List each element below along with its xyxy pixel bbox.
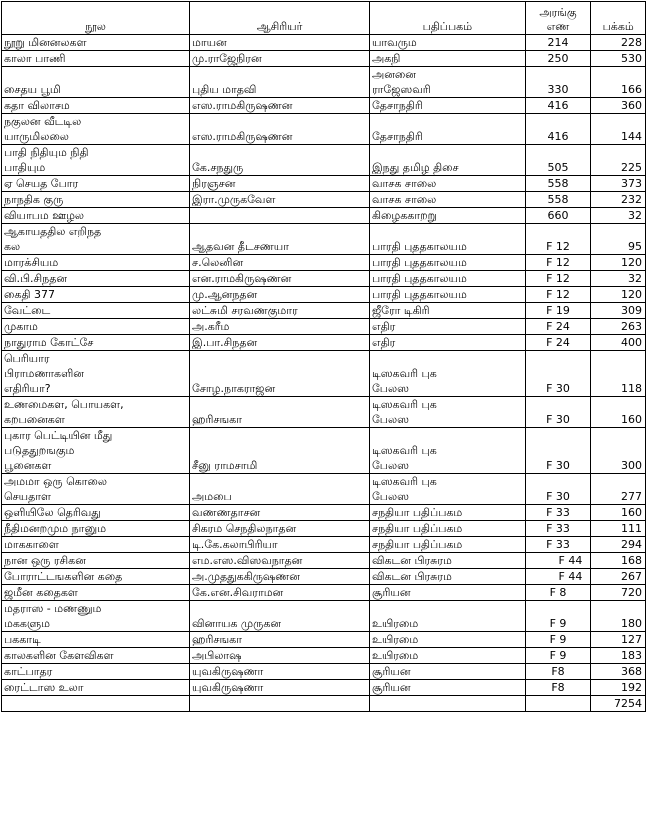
cell-pages: 228 — [591, 35, 646, 51]
table-row — [2, 35, 646, 51]
cell-publisher: டிஸகவரி புக பேலஸ — [369, 351, 525, 397]
cell-book: நகுலன வீடடில யாருமிலலை — [2, 114, 190, 145]
table-row — [2, 680, 646, 696]
cell-stall: F 33 — [525, 521, 591, 537]
cell-publisher: ஜீரோ டிகிரி — [369, 303, 525, 319]
cell-publisher: டிஸகவரி புக பேலஸ — [369, 428, 525, 474]
cell-publisher: சநதியா பதிப்பகம — [369, 505, 525, 521]
cell-pages: 120 — [591, 255, 646, 271]
cell-book: முகாம — [2, 319, 190, 335]
cell-book: சைதய பூமி — [2, 67, 190, 98]
cell-publisher: உயிரமை — [369, 648, 525, 664]
cell-book: கைதி 377 — [2, 287, 190, 303]
cell-pages: 263 — [591, 319, 646, 335]
table-row — [2, 176, 646, 192]
cell-pages: 118 — [591, 351, 646, 397]
cell-book: நூறு மினனலகள — [2, 35, 190, 51]
cell-author: எஸ.ராமகிருஷணன — [190, 98, 370, 114]
table-row — [2, 351, 646, 397]
cell-publisher: வாசக சாலை — [369, 192, 525, 208]
table-row — [2, 521, 646, 537]
cell-author: அ.கரீம — [190, 319, 370, 335]
cell-stall: F 30 — [525, 351, 591, 397]
cell-publisher: அகநி — [369, 51, 525, 67]
cell-publisher: தேசாநதிரி — [369, 114, 525, 145]
cell-author: யுவகிருஷணா — [190, 664, 370, 680]
cell-book: போராட்டஙகளின கதை — [2, 569, 190, 585]
cell-pages: 95 — [591, 224, 646, 255]
cell-book: நாநதிக குரு — [2, 192, 190, 208]
header-stall: அரங்கு எண — [525, 2, 591, 35]
cell-book: நான ஒரு ரசிகன — [2, 553, 190, 569]
cell-author: சோழ.நாகராஜன — [190, 351, 370, 397]
cell-stall: F 33 — [525, 537, 591, 553]
cell-publisher: பாரதி புததகாலயம — [369, 255, 525, 271]
cell-author: கே.சநதுரு — [190, 145, 370, 176]
cell-stall: F 44 — [525, 569, 591, 585]
cell-author: புதிய மாதவி — [190, 67, 370, 98]
cell-book: காலகளின கேளவிகள — [2, 648, 190, 664]
table-body — [2, 35, 646, 712]
cell-author: மாயன — [190, 35, 370, 51]
table-row — [2, 505, 646, 521]
cell-book: வேட்டை — [2, 303, 190, 319]
table-row — [2, 537, 646, 553]
cell-stall: 558 — [525, 192, 591, 208]
cell-author: மு.ராஜேநிரன — [190, 51, 370, 67]
cell-book: ஏ செயத போர — [2, 176, 190, 192]
cell-author: ஆதவன தீடசணயா — [190, 224, 370, 255]
table-row — [2, 664, 646, 680]
cell-author: என.ராமகிருஷணன — [190, 271, 370, 287]
cell-book: உணமைகள, பொயகள, கறபனைகள — [2, 397, 190, 428]
cell-stall: F 19 — [525, 303, 591, 319]
cell-stall: 660 — [525, 208, 591, 224]
cell-pages: 183 — [591, 648, 646, 664]
cell-stall: 416 — [525, 114, 591, 145]
cell-pages: 168 — [591, 553, 646, 569]
cell-book: பககாடி — [2, 632, 190, 648]
cell-pages: 160 — [591, 397, 646, 428]
cell-stall: F 44 — [525, 553, 591, 569]
cell-stall: F 24 — [525, 335, 591, 351]
cell-book: ஜமீன கதைகள — [2, 585, 190, 601]
empty-cell — [525, 696, 591, 712]
cell-publisher: இநது தமிழ திசை — [369, 145, 525, 176]
cell-book: ஆகாயததில எறிநத கல — [2, 224, 190, 255]
table-row — [2, 648, 646, 664]
cell-publisher: டிஸகவரி புக பேலஸ — [369, 397, 525, 428]
cell-pages: 192 — [591, 680, 646, 696]
cell-stall: F 8 — [525, 585, 591, 601]
header-author: ஆசிரியர் — [190, 2, 370, 35]
cell-pages: 225 — [591, 145, 646, 176]
cell-stall: F 12 — [525, 224, 591, 255]
total-pages: 7254 — [591, 696, 646, 712]
empty-cell — [369, 696, 525, 712]
cell-book: கதா விலாசம — [2, 98, 190, 114]
header-publisher: பதிப்பகம் — [369, 2, 525, 35]
cell-author — [190, 208, 370, 224]
table-row — [2, 224, 646, 255]
cell-author: ஹரிசஙகா — [190, 632, 370, 648]
cell-stall: F 30 — [525, 397, 591, 428]
cell-publisher: டிஸகவரி புக பேலஸ — [369, 474, 525, 505]
cell-publisher: கிழைககாறறு — [369, 208, 525, 224]
cell-book: காலா பாணி — [2, 51, 190, 67]
cell-publisher: பாரதி புததகாலயம — [369, 224, 525, 255]
cell-publisher: எதிர — [369, 319, 525, 335]
cell-pages: 720 — [591, 585, 646, 601]
cell-author: இரா.முருகவேள — [190, 192, 370, 208]
cell-pages: 267 — [591, 569, 646, 585]
cell-author: அ.முததுககிருஷணன — [190, 569, 370, 585]
table-row — [2, 397, 646, 428]
cell-book: புகார பெட்டியின மீது படுததுறஙகும பூனைகள — [2, 428, 190, 474]
cell-publisher: வாசக சாலை — [369, 176, 525, 192]
table-row — [2, 51, 646, 67]
cell-book: வியாபம ஊழல — [2, 208, 190, 224]
cell-publisher: அனனை ராஜேஸவரி — [369, 67, 525, 98]
cell-stall: F 12 — [525, 271, 591, 287]
cell-stall: 250 — [525, 51, 591, 67]
cell-book: ரைட்டாஸ உலா — [2, 680, 190, 696]
table-row — [2, 255, 646, 271]
table-row — [2, 114, 646, 145]
cell-publisher: சூரியன — [369, 585, 525, 601]
cell-stall: 330 — [525, 67, 591, 98]
cell-book: காட்பாதர — [2, 664, 190, 680]
cell-author: நிரஞசன — [190, 176, 370, 192]
table-row — [2, 208, 646, 224]
cell-stall: F 12 — [525, 255, 591, 271]
cell-pages: 277 — [591, 474, 646, 505]
table-row — [2, 98, 646, 114]
cell-publisher: எதிர — [369, 335, 525, 351]
cell-pages: 32 — [591, 271, 646, 287]
cell-publisher: பாரதி புததகாலயம — [369, 287, 525, 303]
cell-publisher: சநதியா பதிப்பகம — [369, 537, 525, 553]
cell-author: வணணதாசன — [190, 505, 370, 521]
cell-publisher: உயிரமை — [369, 632, 525, 648]
table-row — [2, 632, 646, 648]
cell-stall: 214 — [525, 35, 591, 51]
cell-pages: 120 — [591, 287, 646, 303]
cell-author: சிகரம செநதிலநாதன — [190, 521, 370, 537]
cell-pages: 530 — [591, 51, 646, 67]
table-row — [2, 569, 646, 585]
table-row — [2, 303, 646, 319]
cell-author: ச.லெனின — [190, 255, 370, 271]
cell-publisher: விகடன பிரசுரம — [369, 553, 525, 569]
cell-book: மாககாளை — [2, 537, 190, 553]
cell-stall: F8 — [525, 664, 591, 680]
cell-stall: F 30 — [525, 428, 591, 474]
cell-stall: F 9 — [525, 632, 591, 648]
cell-author: எம.எஸ.விஸவநாதன — [190, 553, 370, 569]
cell-stall: F 24 — [525, 319, 591, 335]
cell-pages: 360 — [591, 98, 646, 114]
cell-book: அமமா ஒரு கொலை செயதாள — [2, 474, 190, 505]
table-row — [2, 287, 646, 303]
cell-publisher: சூரியன — [369, 680, 525, 696]
cell-stall: 558 — [525, 176, 591, 192]
empty-cell — [190, 696, 370, 712]
cell-pages: 373 — [591, 176, 646, 192]
cell-book: நீதிமனறமும நானும — [2, 521, 190, 537]
cell-stall: F 9 — [525, 601, 591, 632]
cell-pages: 32 — [591, 208, 646, 224]
cell-book: மதராஸ - மணணும மககளும — [2, 601, 190, 632]
book-list-table — [1, 1, 646, 712]
cell-stall: 505 — [525, 145, 591, 176]
cell-publisher: பாரதி புததகாலயம — [369, 271, 525, 287]
cell-pages: 166 — [591, 67, 646, 98]
cell-author: ஹரிசஙகா — [190, 397, 370, 428]
cell-pages: 400 — [591, 335, 646, 351]
cell-author: கே.என.சிவராமன — [190, 585, 370, 601]
header-row — [2, 2, 646, 35]
cell-stall: F 9 — [525, 648, 591, 664]
cell-author: சீனு ராமசாமி — [190, 428, 370, 474]
cell-pages: 232 — [591, 192, 646, 208]
cell-author: டி.கே.கலாபிரியா — [190, 537, 370, 553]
table-row — [2, 319, 646, 335]
cell-author: எஸ.ராமகிருஷணன — [190, 114, 370, 145]
cell-pages: 127 — [591, 632, 646, 648]
cell-pages: 144 — [591, 114, 646, 145]
cell-publisher: சூரியன — [369, 664, 525, 680]
total-row — [2, 696, 646, 712]
cell-book: மாரக்சியம — [2, 255, 190, 271]
cell-author: மு.ஆனநதன — [190, 287, 370, 303]
cell-book: நாதுராம கோட்சே — [2, 335, 190, 351]
cell-publisher: தேசாநதிரி — [369, 98, 525, 114]
cell-pages: 180 — [591, 601, 646, 632]
table-row — [2, 271, 646, 287]
cell-author: வினாயக முருகன — [190, 601, 370, 632]
cell-stall: F 33 — [525, 505, 591, 521]
table-row — [2, 335, 646, 351]
table-row — [2, 553, 646, 569]
cell-author: லட்சுமி சரவணகுமார — [190, 303, 370, 319]
cell-publisher: விகடன பிரசுரம — [369, 569, 525, 585]
table-row — [2, 192, 646, 208]
cell-publisher: உயிரமை — [369, 601, 525, 632]
cell-stall: 416 — [525, 98, 591, 114]
cell-author: அமபை — [190, 474, 370, 505]
cell-pages: 300 — [591, 428, 646, 474]
cell-book: வி.பி.சிநதன — [2, 271, 190, 287]
table-row — [2, 428, 646, 474]
table-row — [2, 145, 646, 176]
cell-stall: F 12 — [525, 287, 591, 303]
cell-author: அபிலாஷ — [190, 648, 370, 664]
cell-pages: 368 — [591, 664, 646, 680]
cell-pages: 160 — [591, 505, 646, 521]
cell-pages: 294 — [591, 537, 646, 553]
cell-book: பாதி நிதியும நிதி பாதியும — [2, 145, 190, 176]
table-row — [2, 601, 646, 632]
cell-author: இ.பா.சிநதன — [190, 335, 370, 351]
header-book: நூல — [2, 2, 190, 35]
cell-publisher: சநதியா பதிப்பகம — [369, 521, 525, 537]
empty-cell — [2, 696, 190, 712]
table-row — [2, 474, 646, 505]
cell-stall: F 30 — [525, 474, 591, 505]
cell-book: ஒளியிலே தெரிவது — [2, 505, 190, 521]
cell-pages: 111 — [591, 521, 646, 537]
cell-author: யுவகிருஷணா — [190, 680, 370, 696]
table-row — [2, 67, 646, 98]
table-row — [2, 585, 646, 601]
cell-stall: F8 — [525, 680, 591, 696]
cell-publisher: யாவரும — [369, 35, 525, 51]
header-pages: பக்கம் — [591, 2, 646, 35]
cell-pages: 309 — [591, 303, 646, 319]
cell-book: பெரியார பிராமணாகளின எதிரியா? — [2, 351, 190, 397]
